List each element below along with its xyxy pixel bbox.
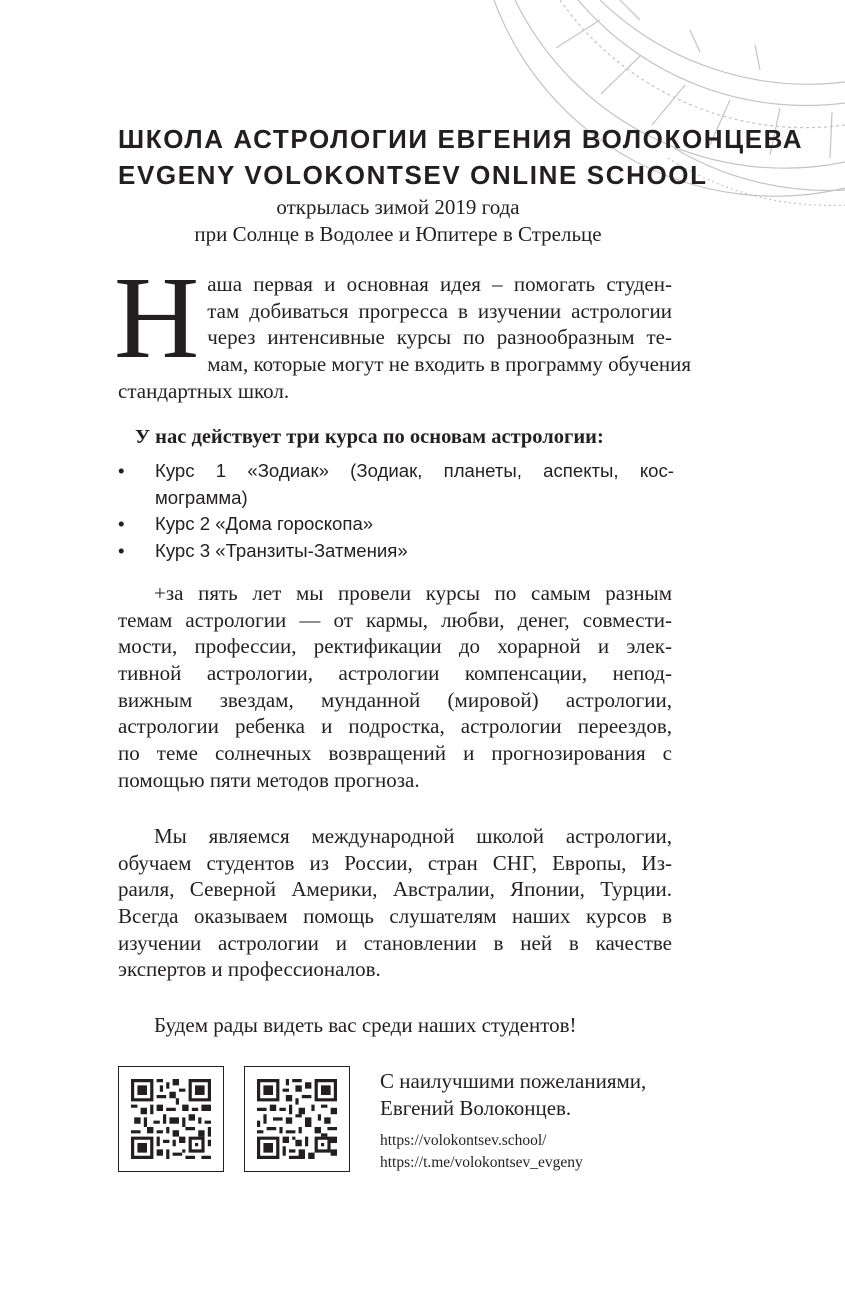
topics-line: по теме солнечных возвращений и прогнозирования с [118, 741, 672, 766]
international-paragraph [118, 823, 672, 983]
closing-paragraph [118, 1012, 672, 1039]
international-line: раиля, Северной Америки, Австралии, Японии, Турции. [118, 877, 672, 902]
signature-block [380, 1068, 646, 1122]
topics-line: мости, профессии, ректификации до хорарной и элек- [118, 634, 672, 659]
qr-code-site-icon[interactable] [118, 1066, 224, 1172]
dropcap-letter: Н [114, 252, 200, 383]
school-title-en: EVGENY VOLOKONTSEV ONLINE SCHOOL [118, 160, 708, 190]
courses-heading: У нас действует три курса по основам астрологии: [135, 426, 604, 448]
topics-paragraph [118, 580, 672, 794]
course-line: Курс 2 «Дома гороскопа» [155, 513, 374, 534]
qr-code-telegram-icon[interactable] [244, 1066, 350, 1172]
site-link[interactable]: https://volokontsev.school/ [380, 1132, 547, 1149]
list-item [118, 538, 674, 565]
intro-line: через интенсивные курсы по разнообразным те- [207, 325, 672, 350]
bullet-icon: • [118, 539, 125, 561]
topics-line: темам астрологии — от кармы, любви, денег, совмести- [118, 607, 672, 632]
international-line: обучаем студентов из России, стран СНГ, Европы, Из- [118, 850, 672, 875]
topics-line: тивной астрологии, астрологии компенсации, непод- [118, 661, 672, 686]
bullet-icon: • [118, 460, 125, 481]
international-line: Мы являемся международной школой астрологии, [154, 824, 672, 848]
links-block [380, 1130, 583, 1174]
signature-greeting: С наилучшими пожеланиями, [380, 1069, 647, 1093]
telegram-link[interactable]: https://t.me/volokontsev_evgeny [380, 1154, 583, 1171]
closing-line: Будем рады видеть вас среди наших студентов! [154, 1013, 577, 1037]
intro-line: аша первая и основная идея – помогать студен- [207, 272, 672, 296]
subtitle-astro-date: при Солнце в Водолее и Юпитере в Стрельце [194, 222, 602, 246]
international-line: экспертов и профессионалов. [118, 957, 381, 982]
international-line: изучении астрологии и становлении в ней в качестве [118, 930, 672, 955]
topics-line: +за пять лет мы провели курсы по самым разным [154, 581, 672, 605]
signature-name: Евгений Волоконцев. [380, 1096, 572, 1120]
topics-line: вижным звездам, мунданной (мировой) астрологии, [118, 687, 672, 712]
school-title-ru: ШКОЛА АСТРОЛОГИИ ЕВГЕНИЯ ВОЛОКОНЦЕВА [118, 124, 804, 154]
intro-paragraph [114, 252, 692, 404]
topics-line: помощью пяти методов прогноза. [118, 767, 420, 792]
list-item [118, 511, 674, 538]
qr-pattern-icon [131, 1079, 211, 1159]
bullet-icon: • [118, 513, 125, 534]
topics-line: астрологии ребенка и подростка, астрологии переездов, [118, 714, 672, 739]
intro-line: мам, которые могут не входить в программу обучения [207, 352, 692, 377]
qr-pattern-icon [257, 1079, 337, 1159]
list-item [118, 458, 674, 511]
intro-line: там добиваться прогресса в изучении астрологии [207, 298, 672, 323]
course-line: мограмма) [155, 486, 248, 508]
intro-line: стандартных школ. [118, 378, 290, 403]
course-line: Курс 1 «Зодиак» (Зодиак, планеты, аспекты, кос- [155, 460, 674, 481]
subtitle-opened: открылась зимой 2019 года [276, 195, 520, 219]
international-line: Всегда оказываем помощь слушателям наших курсов в [118, 904, 672, 929]
course-line: Курс 3 «Транзиты-Затмения» [155, 539, 408, 561]
course-list [118, 458, 674, 564]
